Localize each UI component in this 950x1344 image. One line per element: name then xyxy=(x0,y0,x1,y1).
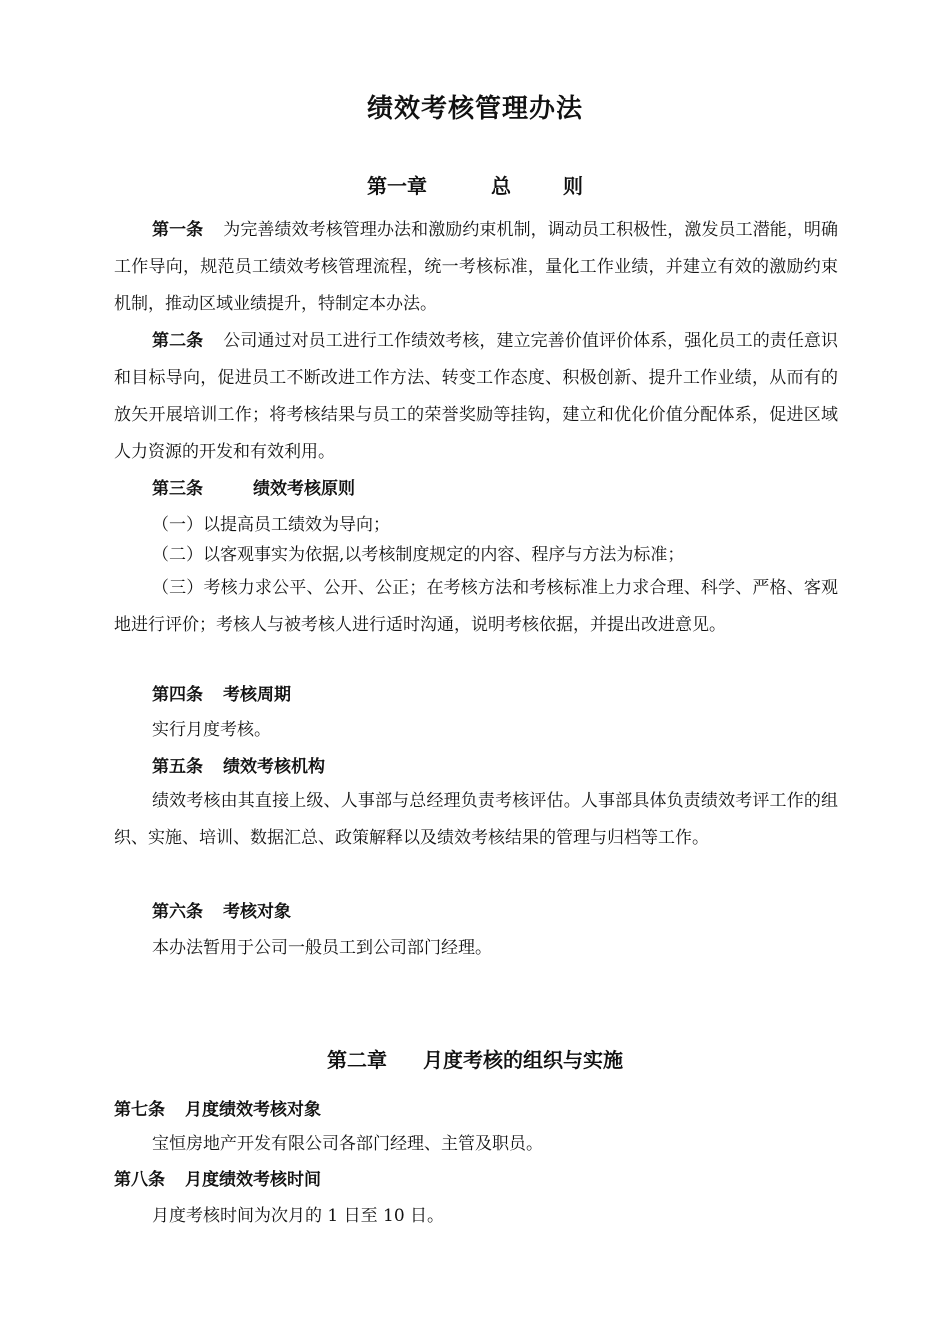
article-3-item-2: （二）以客观事实为依据,以考核制度规定的内容、程序与方法为标准； xyxy=(152,545,685,565)
article-8-head: 第八条 xyxy=(114,1170,165,1190)
article-7-heading xyxy=(114,1095,321,1125)
article-4-body: 实行月度考核。 xyxy=(152,720,271,740)
article-3-title: 绩效考核原则 xyxy=(253,479,355,499)
article-1 xyxy=(114,212,838,323)
chapter-1-heading xyxy=(0,170,950,199)
article-5-title: 绩效考核机构 xyxy=(223,757,325,777)
article-5-heading xyxy=(152,752,325,782)
article-3-heading xyxy=(152,474,355,504)
article-4-head: 第四条 xyxy=(152,685,203,705)
article-5-body: 绩效考核由其直接上级、人事部与总经理负责考核评估。人事部具体负责绩效考评工作的组织、实施、培训、数据汇总、政策解释以及绩效考核结果的管理与归档等工作。 xyxy=(114,791,838,848)
chapter-2-label: 第二章 xyxy=(327,1048,387,1072)
article-5-head: 第五条 xyxy=(152,757,203,777)
article-6-head: 第六条 xyxy=(152,902,203,922)
article-1-body: 为完善绩效考核管理办法和激励约束机制，调动员工积极性，激发员工潜能，明确工作导向，规范员工绩效考核管理流程，统一考核标准，量化工作业绩，并建立有效的激励约束机制，推动区域业绩提升，特制定本办法。 xyxy=(114,220,839,314)
article-4-title: 考核周期 xyxy=(223,685,291,705)
article-8-heading xyxy=(114,1165,321,1195)
article-6-title: 考核对象 xyxy=(223,902,291,922)
article-3-item-3: （三）考核力求公平、公开、公正；在考核方法和考核标准上力求合理、科学、严格、客观地进行评价；考核人与被考核人进行适时沟通，说明考核依据，并提出改进意见。 xyxy=(114,578,838,635)
article-2 xyxy=(114,323,838,471)
article-1-head: 第一条 xyxy=(152,220,204,240)
article-8-body: 月度考核时间为次月的 1 日至 10 日。 xyxy=(152,1206,445,1226)
article-7-head: 第七条 xyxy=(114,1100,165,1120)
article-2-body: 公司通过对员工进行工作绩效考核，建立完善价值评价体系，强化员工的责任意识和目标导向，促进员工不断改进工作方法、转变工作态度、积极创新、提升工作业绩，从而有的放矢开展培训工作；将考核结果与员工的荣誉奖励等挂钩，建立和优化价值分配体系，促进区域人力资源的开发和有效利用。 xyxy=(114,331,839,462)
chapter-1-name-part2: 则 xyxy=(563,174,583,198)
article-8-title: 月度绩效考核时间 xyxy=(185,1170,321,1190)
chapter-1-label: 第一章 xyxy=(367,174,427,198)
article-7-title: 月度绩效考核对象 xyxy=(185,1100,321,1120)
article-6-heading xyxy=(152,897,291,927)
document-title: 绩效考核管理办法 xyxy=(366,94,583,124)
chapter-2-name: 月度考核的组织与实施 xyxy=(423,1048,623,1072)
chapter-2-heading xyxy=(0,1044,950,1073)
article-3-item-1: （一）以提高员工绩效为导向； xyxy=(152,515,390,535)
article-3-head: 第三条 xyxy=(152,479,203,499)
chapter-1-name-part1: 总 xyxy=(491,174,511,198)
article-6-body: 本办法暂用于公司一般员工到公司部门经理。 xyxy=(152,938,492,958)
article-2-head: 第二条 xyxy=(152,331,204,351)
article-4-heading xyxy=(152,680,291,710)
article-7-body: 宝恒房地产开发有限公司各部门经理、主管及职员。 xyxy=(152,1134,543,1154)
